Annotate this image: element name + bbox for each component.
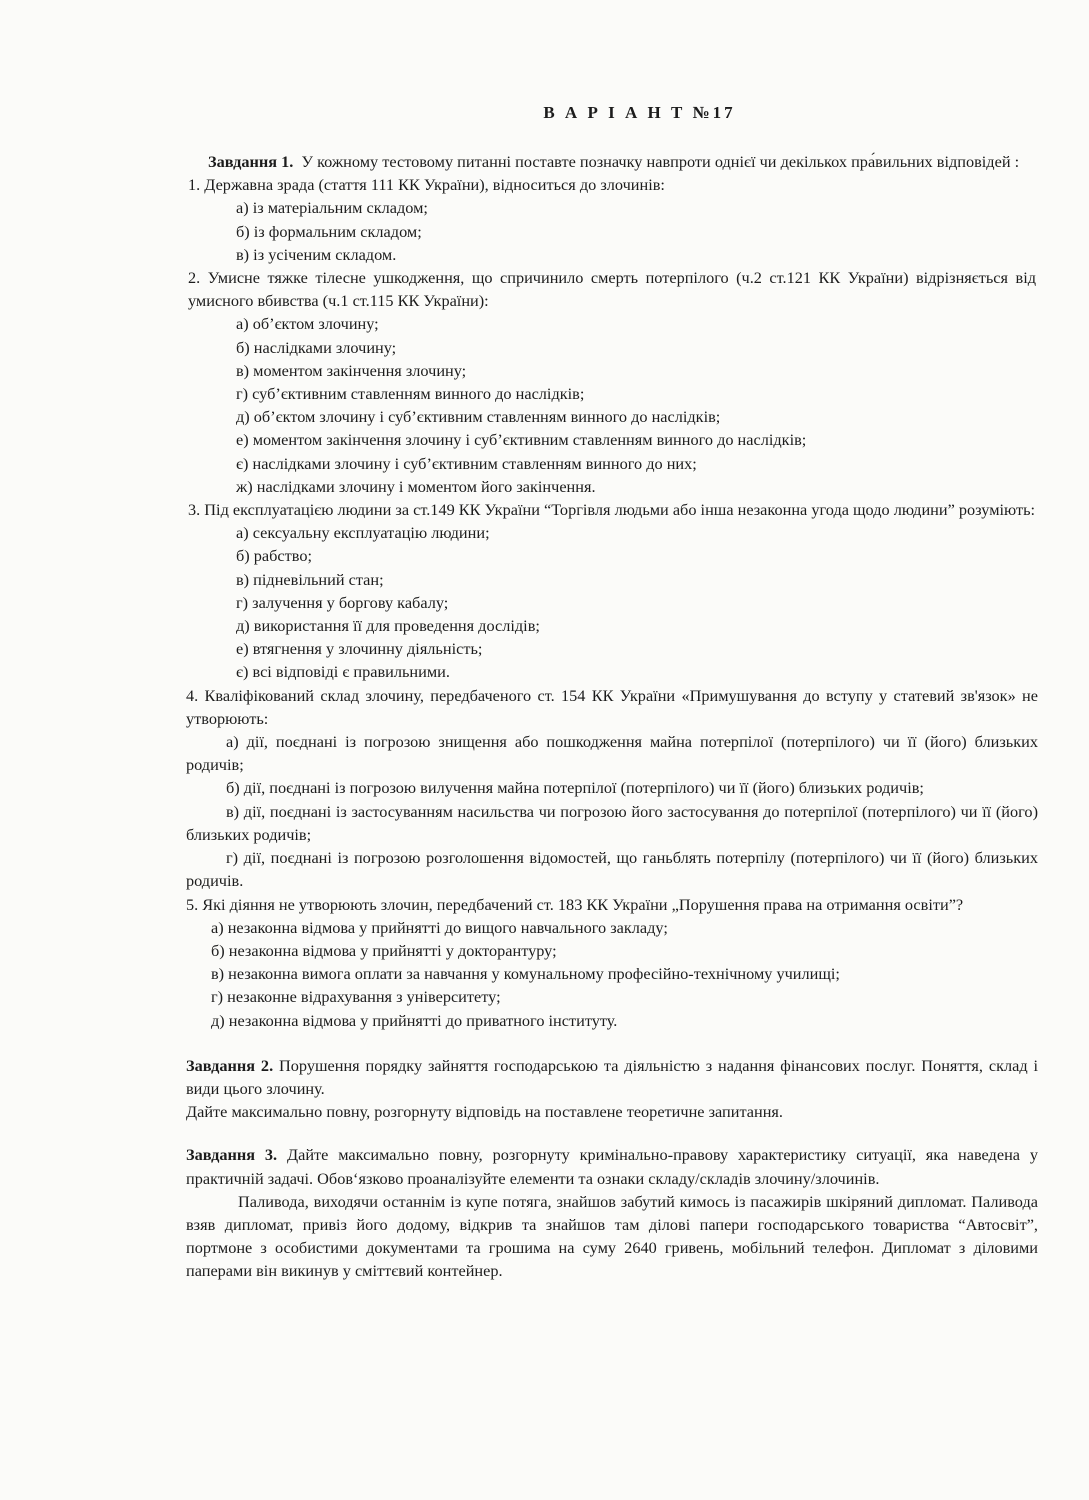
question-text: 1. Державна зрада (стаття 111 КК України), відноситься до злочинів: [188,175,665,195]
option: б) наслідками злочину; [236,337,397,357]
task2-label: Завдання 2. [186,1055,274,1075]
question-5 [186,893,1038,1032]
task2-text: Порушення порядку зайняття господарською та діяльністю з надання фінансових послуг. Поняття, склад і види цього злочину. [186,1055,1038,1098]
task3-case: Паливода, виходячи останнім із купе потяга, знайшов забутий кимось із пасажирів шкіряний дипломат. Паливода взяв дипломат, привіз його додому, відкрив та знайшов там ділові папери господарського товариства “Автосвіт”, портмоне з особистими документами та грошима на суму 2640 гривень, мобільний телефон. Дипломат з діловими паперами він викинув у сміттєвий контейнер. [186,1191,1038,1281]
task3-label: Завдання 3. [186,1145,278,1165]
option: г) незаконне відрахування з університету; [211,987,501,1007]
task1-intro [208,150,1036,173]
task2-text-block [186,1054,1038,1100]
task1-label: Завдання 1. [208,152,294,171]
task3-text: Дайте максимально повну, розгорнуту кримінально-правову характеристику ситуації, яка наведена у практичній задачі. Обов‘язково проаналізуйте елементи та ознаки складу/складів злочину/злочинів. [186,1145,1038,1188]
question-2 [188,266,1036,498]
exam-content [186,150,1038,1283]
task2 [186,1054,1038,1124]
option: е) втягнення у злочинну діяльність; [236,639,483,659]
option: г) суб’єктивним ставленням винного до наслідків; [236,384,585,404]
option: г) залучення у боргову кабалу; [236,592,449,612]
task3-text-block [186,1143,1038,1189]
question-text: 3. Під експлуатацією людини за ст.149 КК України “Торгівля людьми або інша незаконна угода щодо людини” розуміють: [188,500,1036,520]
option: д) незаконна відмова у прийнятті до приватного інституту. [211,1010,618,1030]
option: є) всі відповіді є правильними. [236,662,450,682]
option: а) сексуальну експлуатацію людини; [236,523,490,543]
question-text: 5. Які діяння не утворюють злочин, передбачений ст. 183 КК України „Порушення права на отримання освіти”? [186,894,964,914]
option: д) використання її для проведення дослідів; [236,616,540,636]
option: б) із формальним складом; [236,221,422,241]
question-text: 2. Умисне тяжке тілесне ушкодження, що спричинило смерть потерпілого (ч.2 ст.121 КК України) відрізняється від умисного вбивства (ч.1 ст.115 КК України): [188,268,1036,311]
question-text: 4. Кваліфікований склад злочину, передбаченого ст. 154 КК України «Примушування до вступу у статевий зв'язок» не утворюють: [186,685,1038,728]
option: є) наслідками злочину і суб’єктивним ставленням винного до них; [236,453,697,473]
option: г) дії, поєднані із погрозою розголошення відомостей, що ганьблять потерпілу (потерпілого) чи її (його) близьких родичів. [186,848,1038,891]
option: в) дії, поєднані із застосуванням насильства чи погрозою його застосування до потерпілої (потерпілого) чи її (його) близьких родичів; [186,801,1038,844]
variant-title: В А Р І А Н Т №17 [543,103,736,122]
option: в) незаконна вимога оплати за навчання у комунальному професійно-технічному училищі; [211,964,840,984]
option: в) із усіченим складом. [236,244,397,264]
option: д) об’єктом злочину і суб’єктивним ставленням винного до наслідків; [236,407,721,427]
option: б) дії, поєднані із погрозою вилучення майна потерпілої (потерпілого) чи її (його) близьких родичів; [226,778,924,798]
option: а) дії, поєднані із погрозою знищення або пошкодження майна потерпілої (потерпілого) чи її (його) близьких родичів; [186,732,1038,775]
option: в) моментом закінчення злочину; [236,360,467,380]
task2-instruction: Дайте максимально повну, розгорнуту відповідь на поставлене теоретичне запитання. [186,1102,783,1122]
option: а) об’єктом злочину; [236,314,379,334]
task3 [186,1143,1038,1282]
option: е) моментом закінчення злочину і суб’єктивним ставленням винного до наслідків; [236,430,807,450]
option: а) із матеріальним складом; [236,198,428,218]
option: а) незаконна відмова у прийнятті до вищого навчального закладу; [211,917,668,937]
option: ж) наслідками злочину і моментом його закінчення. [236,476,596,496]
option: б) рабство; [236,546,313,566]
task1-text: У кожному тестовому питанні поставте позначку навпроти однієї чи декількох пра́вильних відповідей : [301,152,1020,171]
question-3 [188,498,1036,684]
question-4 [186,684,1038,893]
option: в) підневільний стан; [236,569,384,589]
question-1 [188,173,1036,266]
option: б) незаконна відмова у прийнятті у докторантуру; [211,940,557,960]
